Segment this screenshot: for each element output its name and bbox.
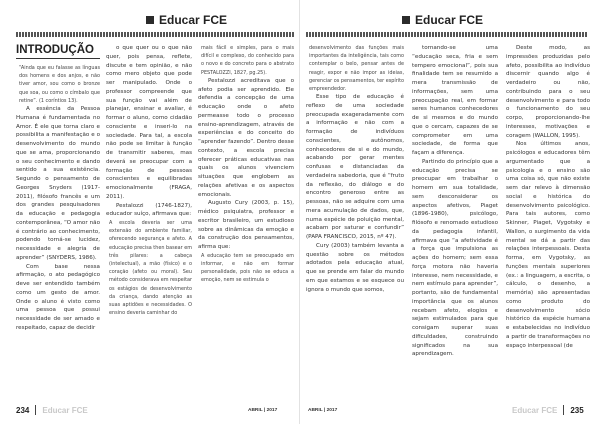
right-page: [300, 0, 600, 424]
block-quote: A educação tem se preocupado em informar, e não em formar personalidade, pois não se educa a emoção, nem se estimula o: [201, 252, 294, 284]
footer-brand: Educar FCE: [42, 405, 88, 415]
block-quote-continued: desenvolvimento das funções mais importantes da inteligência, tais como contemplar o belo, pensar antes de reagir, expor e não impor as ideias, gerenciar os pensamentos, ter espírito empreendedor.: [309, 45, 404, 93]
paragraph: tornando-se uma “educação seca, fria e sem tempero emocional”, pois sua finalidade tem se resumido a mera transmissão de informações, sem uma preocupação real, em formar seres humanos conhecedores de si mesmos e do mundo que o cercam, capazes de se comprometer em uma sociedade, de forma que façam a diferença.: [412, 45, 498, 156]
running-header: [146, 12, 227, 28]
footer-date-box: [248, 404, 277, 416]
text-column-1: [306, 44, 404, 400]
text-column-3: [506, 44, 590, 400]
dotted-rule: [306, 32, 588, 37]
footer-date-box: [308, 404, 337, 416]
page-footer: [512, 404, 584, 416]
dotted-rule: [16, 32, 294, 37]
paragraph: A essência da Pessoa Humana é fundamentada no Amor. É ele que torna claro e possibilita a manifestação e o desenvolvimento do mundo que se ama, proporcionando o seu conhecimento e dando sentido a sua existência. Segundo o pensamento de Georges Snyders (1917-2011), filósofo francês e um dos grandes pesquisadores da educação e pedagogia contemporânea, “O amor não é contrário ao conhecimento, podendo torná-se lucidez, necessidade e alegria de aprender” (SNYDERS, 1986).: [16, 106, 100, 261]
paragraph: Augusto Cury (2003, p. 15), médico psiquiatra, professor e escritor brasileiro, um estudioso sobre as dinâmicas da emoção e da construção dos pensamentos, afirma que:: [198, 200, 294, 251]
epigraph-quote: “Ainda que eu falasse as línguas dos homens e dos anjos, e não tiver amor, sou como o bronze que soa, ou como o címbalo que retine”. (1 coríntios 13).: [19, 65, 100, 104]
header-brand: Educar FCE: [159, 13, 228, 27]
footer-date: ABRIL | 2017: [248, 407, 278, 413]
running-header: [402, 12, 483, 28]
square-bullet-icon: [146, 16, 154, 24]
paragraph: Pestalozzi acreditava que o afeto podia ser aprendido. Ele defendia a concepção de uma educação onde o afeto permeasse todo o processo ensino-aprendizagem, através de experiências e do conceito do “aprender fazendo”. Dentro desse contexto, a escola precisa oferecer práticas educativas nas quais os alunos vivenciem situações que englobem as relações afetivas e os aspectos emocionais.: [198, 77, 294, 198]
paragraph: Pestalozzi (1746-1827), educador suíço, afirmava que:: [106, 202, 192, 218]
page-number: 234: [16, 405, 30, 415]
square-bullet-icon: [402, 16, 410, 24]
footer-date: ABRIL | 2017: [308, 407, 338, 413]
page-number: 235: [570, 405, 584, 415]
paragraph: Nos últimos anos, psicólogos e educadores têm argumentado que a psicologia e o ensino são uma coisa só, que não existe sem dar relevo à dimensão social e histórica do desenvolvimento psicológico. Para tais autores, como Skinner, Piaget, Vygotsky e Wallon, o surgimento da vida mental se dá a partir das relações interpessoais. Desta forma, em Vygotsky, as funções mentais superiores (ex.: a linguagem, a escrita, o cálculo, o desenho, a memória) são apresentadas como produto do desenvolvimento sócio histórico da espécie humana e estabelecidas no indivíduo a partir de transformações no espaço interpessoal (de: [506, 141, 590, 349]
block-quote-continued: mais fácil e simples, para o mais difícil e complexo, do conhecido para o novo e do concreto para o abstrato PESTALOZZI, 1827, pg.25).: [201, 45, 294, 76]
header-brand: Educar FCE: [415, 13, 484, 27]
section-title-underline: [16, 58, 100, 59]
block-quote: A escola deveria ser uma extensão do ambiente familiar, oferecendo segurança e afeto. A educação precisa then basear em três pilares: a cabeça (intelectual), a mão (físico) e o coração (afeto ou moral). Seu método considerava em respeitar os estágios de desenvolvimento da criança, dando atenção as suas aptidões e necessidades. O ensino deveria caminhar do: [109, 220, 192, 317]
footer-divider: [35, 405, 36, 415]
paragraph: Deste modo, as impressões produzidas pelo afeto, possibilita ao indivíduo discernir quando algo é verdadeiro ou não, contribuindo para o seu desenvolvimento e para todo o funcionamento do seu corpo, proporcionando-lhe interesses, motivações e coragem (WALLON, 1995).: [506, 45, 590, 139]
paragraph: Partindo do princípio que a educação precisa se preocupar em trabalhar o homem em sua totalidade, sem desconsiderar os aspectos afetivos, Piaget (1896-1980), psicólogo, filósofo e renomado estudioso da pedagogia infantil, afirmava que “a afetividade é a força que impulsiona as ações do homem; sem essa força motora não haveria interesse, nem necessidade, e nem estímulo para aprender”, portanto, são de fundamental importância que os alunos recebam afeto, elogios e sejam estimulados para que consigam superar suas dificuldades, construindo significados na sua aprendizagem.: [412, 158, 498, 358]
paragraph: Esse tipo de educação é reflexo de uma sociedade preocupada exageradamente com a informação e não com a formação de indivíduos conscientes, autônomos, conhecedores de si e do mundo, acabando por gerar mentes confusas e distanciadas da verdadeira sabedoria, que é “fruto da reflexão, do diálogo e do encontro generoso entre as pessoas, não se adquire com uma mera acumulação de dados, que, numa espécie de poluição mental, acabam por saturar e confundir” (PAPA FRANCISCO, 2015, nº 47).: [306, 94, 404, 241]
footer-divider: [563, 405, 564, 415]
text-column-3: [198, 44, 294, 400]
paragraph: o que quer ou o que não quer, pois pensa, reflete, discute e tem opinião, e não como mero objeto que pode ser manipulado. Onde o professor compreende que sua função vai além de planejar, ensinar e avaliar, é formar o aluno, como cidadão consciente e inseri-lo na sociedade. Para tal, a escola não pode se limitar à função de transmitir saberes, mas deverá se preocupar com a formação de pessoas conscientes e equilibradas emocionalmente (FRAGA, 2011).: [106, 45, 192, 200]
section-title: INTRODUÇÃO: [16, 44, 94, 56]
paragraph: Com base nessa afirmação, o ato pedagógico deve ser entendido também como um gesto de amor. Onde o aluno é visto como uma pessoa que possui necessidade de ser amado e respeitado, capaz de decidir: [16, 263, 100, 331]
text-column-1: [16, 64, 100, 400]
footer-brand: Educar FCE: [512, 405, 558, 415]
page-footer: [16, 404, 88, 416]
text-column-2: [106, 44, 192, 400]
paragraph: Cury (2003) também levanta a questão sobre os métodos adotados pela educação atual, que se prende em falar do mundo em que estamos e se esquece ou ignora o mundo que somos,: [306, 242, 404, 293]
text-column-2: [412, 44, 498, 400]
